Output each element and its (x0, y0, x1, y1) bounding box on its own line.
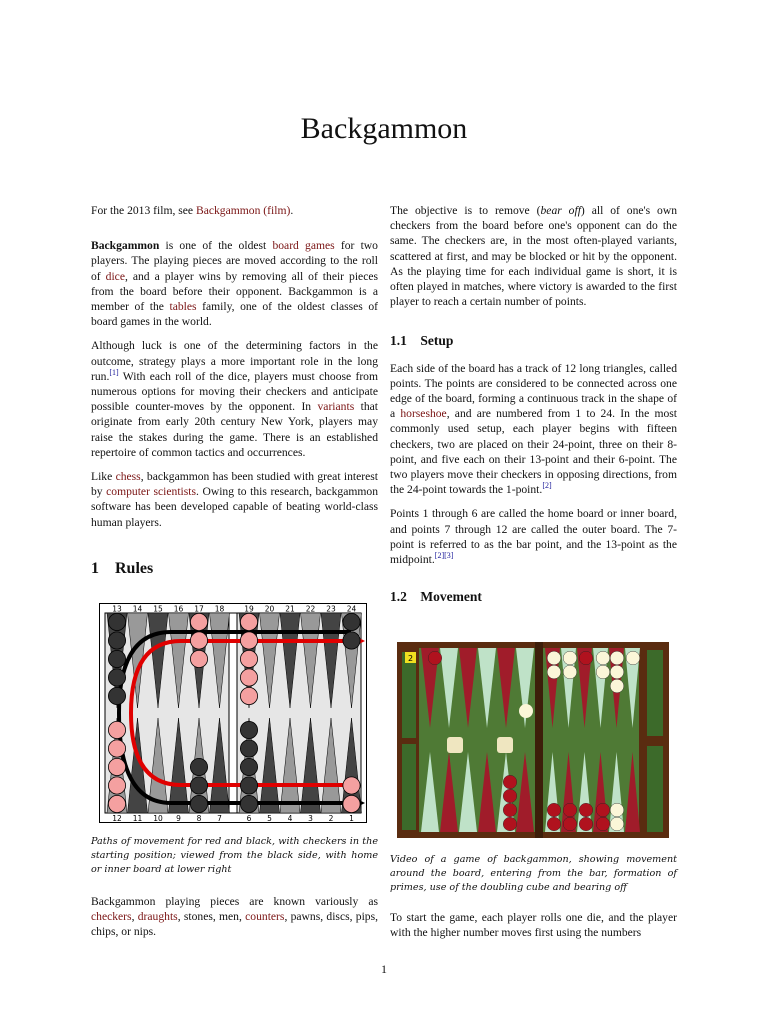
video-checker (547, 817, 561, 831)
left-board-half (419, 648, 535, 832)
checker (240, 740, 257, 757)
video-checker (563, 803, 577, 817)
checker-on-bar (519, 704, 533, 718)
checker (190, 632, 207, 649)
section-setup-heading: 1.1 Setup (390, 333, 454, 349)
video-checker (610, 679, 624, 693)
checker (190, 758, 207, 775)
checker (343, 777, 360, 794)
setup-paragraph-2: Points 1 through 6 are called the home board or inner board, and points 7 through 12 are called the outer board. The 7-point is referred to as the bar point, and the 13-point as the midpoint.[2][3] (390, 507, 677, 567)
video-checker (610, 651, 624, 665)
figure-1-caption: Paths of movement for red and black, with checkers in the starting position; viewed from the black side, with home or inner board at lower right (91, 836, 378, 875)
point-label-bottom: 5 (267, 814, 272, 823)
checker (108, 721, 125, 738)
tables-link[interactable]: tables (169, 300, 197, 314)
left-tray-bottom (402, 744, 416, 830)
film-link[interactable]: Backgammon (film) (195, 204, 291, 217)
video-checker (428, 651, 442, 665)
point-label-top: 18 (214, 604, 225, 614)
pieces-paragraph: Backgammon playing pieces are known variously as checkers, draughts, stones, men, counters, pawns, discs, pips, chips, or nips. (91, 895, 378, 939)
ref-1[interactable]: [1] (109, 367, 119, 377)
video-checker (596, 651, 610, 665)
checker (240, 669, 257, 686)
setup-paragraph-1: Each side of the board has a track of 12 long triangles, called points. The points are considered to be connected across one edge of the board, forming a continuous track in the shape of a horseshoe, and are numbered from 1 to 24. In the most commonly used setup, each player begins with fifteen checkers, two are placed on their 24-point, three on their 8-point, and five each on their 13-point and their 6-point. The two players move their checkers in opposing directions, from the 24-point towards the 1-point.[2] (390, 361, 677, 497)
point-label-top: 21 (285, 604, 295, 614)
point-label-bottom: 1 (349, 814, 354, 823)
checker (240, 613, 257, 630)
point-label-top: 17 (194, 604, 204, 614)
draughts-link[interactable]: draughts (137, 910, 178, 924)
point-label-top: 13 (112, 604, 122, 614)
checker (108, 758, 125, 775)
video-checker (547, 651, 561, 665)
point-label-top: 19 (244, 604, 254, 614)
point-label-top: 23 (326, 604, 336, 614)
chess-link[interactable]: chess (115, 470, 141, 484)
video-checker (610, 665, 624, 679)
left-tray-top (402, 652, 416, 738)
hatnote: For the 2013 film, see Backgammon (film). (91, 204, 294, 217)
checker (240, 632, 257, 649)
checker (108, 650, 125, 667)
luck-paragraph: Although luck is one of the determining factors in the outcome, strategy plays a more important role in the long run.[1] With each roll of the dice, players must choose from numerous options for moving their checkers and anticipate possible counter-moves by the opponent. In variants that originate from early 20th century New York, players may raise the stakes during the game. There is an established repertoire of common tactics and occurrences. (91, 339, 378, 459)
checkers-link[interactable]: checkers (91, 910, 132, 924)
video-checker (503, 789, 517, 803)
chess-paragraph: Like chess, backgammon has been studied with great interest by computer scientists. Owing to this research, backgammon software has been developed capable of beating world-class human players. (91, 470, 378, 529)
video-checker (596, 803, 610, 817)
checker (240, 777, 257, 794)
page-number: 1 (381, 962, 387, 976)
die-2 (497, 737, 513, 753)
video-checker (579, 803, 593, 817)
checker (343, 632, 360, 649)
video-checker (610, 803, 624, 817)
checker (108, 795, 125, 812)
point-label-bottom: 11 (132, 814, 143, 823)
video-checker (610, 817, 624, 831)
checker (240, 721, 257, 738)
video-checker (579, 817, 593, 831)
video-checker (563, 665, 577, 679)
die-1 (447, 737, 463, 753)
game-video-still[interactable] (397, 642, 669, 838)
computer-scientists-link[interactable]: computer scientists (106, 485, 197, 499)
video-bar (535, 642, 543, 838)
figure-2-caption: Video of a game of backgammon, showing movement around the board, entering from the bar, formation of primes, use of the doubling cube and bearing off (390, 854, 677, 893)
video-checker (503, 817, 517, 831)
right-column (390, 203, 677, 604)
point-label-top: 20 (264, 604, 275, 614)
video-checker (563, 817, 577, 831)
point-label-bottom: 7 (217, 814, 222, 823)
variants-link[interactable]: variants (317, 400, 355, 414)
point-label-top: 15 (153, 604, 163, 614)
section-rules-heading: 1 Rules (91, 560, 154, 577)
point-label-bottom: 6 (246, 814, 252, 823)
point-label-top: 14 (132, 604, 143, 614)
video-checker (596, 665, 610, 679)
video-checker (547, 665, 561, 679)
point-label-bottom: 4 (287, 814, 293, 823)
video-checker (579, 651, 593, 665)
checker (240, 650, 257, 667)
point-label-bottom: 9 (176, 814, 181, 823)
doubling-cube-value: 2 (407, 654, 414, 663)
checker (190, 613, 207, 630)
right-tray-bottom (647, 746, 663, 832)
point-label-top: 24 (346, 604, 357, 614)
point-label-top: 16 (173, 604, 184, 614)
start-game-paragraph: To start the game, each player rolls one die, and the player with the higher number moves first using the numbers (390, 911, 677, 940)
page-title: Backgammon (300, 112, 468, 145)
checker (108, 740, 125, 757)
checker (240, 795, 257, 812)
checker (240, 758, 257, 775)
checker (108, 613, 125, 630)
checker (190, 650, 207, 667)
point-label-top: 22 (305, 604, 316, 614)
video-checker (503, 775, 517, 789)
checker (108, 669, 125, 686)
checker (108, 777, 125, 794)
objective-paragraph: The objective is to remove (bear off) all of one's own checkers from the board before one's opponent can do the same. The checkers are, in the most often-played variants, scattered at first, and may be blocked or hit by the opponent. As the playing time for each individual game is short, it is often played in matches, where victory is awarded to the first player to reach a certain number of points. (390, 204, 678, 309)
video-checker (563, 651, 577, 665)
counters-link[interactable]: counters (245, 910, 285, 924)
checker (108, 687, 125, 704)
point-label-bottom: 2 (328, 814, 334, 823)
point-label-bottom: 10 (153, 814, 163, 823)
video-checker (626, 651, 640, 665)
point-label-bottom: 12 (112, 814, 122, 823)
checker (108, 632, 125, 649)
point-label-bottom: 3 (308, 814, 313, 823)
board-games-link[interactable]: board games (272, 239, 335, 253)
board-diagram (99, 603, 367, 823)
point-label-bottom: 8 (196, 814, 202, 823)
left-column (91, 203, 378, 539)
horseshoe-link[interactable]: horseshoe (400, 407, 447, 421)
ref-2-3[interactable]: [2][3] (434, 551, 454, 561)
video-checker (503, 803, 517, 817)
section-movement-heading: 1.2 Movement (390, 589, 482, 605)
right-tray-top (647, 650, 663, 736)
checker (343, 613, 360, 630)
video-checker (596, 817, 610, 831)
checker (343, 795, 360, 812)
checker (190, 795, 207, 812)
checker (190, 777, 207, 794)
checker (240, 687, 257, 704)
dice-link[interactable]: dice (105, 269, 125, 283)
intro-paragraph: Backgammon is one of the oldest board games for two players. The playing pieces are moved according to the roll of dice, and a player wins by removing all of their pieces from the board before their opponent. Backgammon is a member of the tables family, one of the oldest classes of board games in the world. (91, 239, 379, 329)
ref-2[interactable]: [2] (542, 481, 552, 491)
video-checker (547, 803, 561, 817)
